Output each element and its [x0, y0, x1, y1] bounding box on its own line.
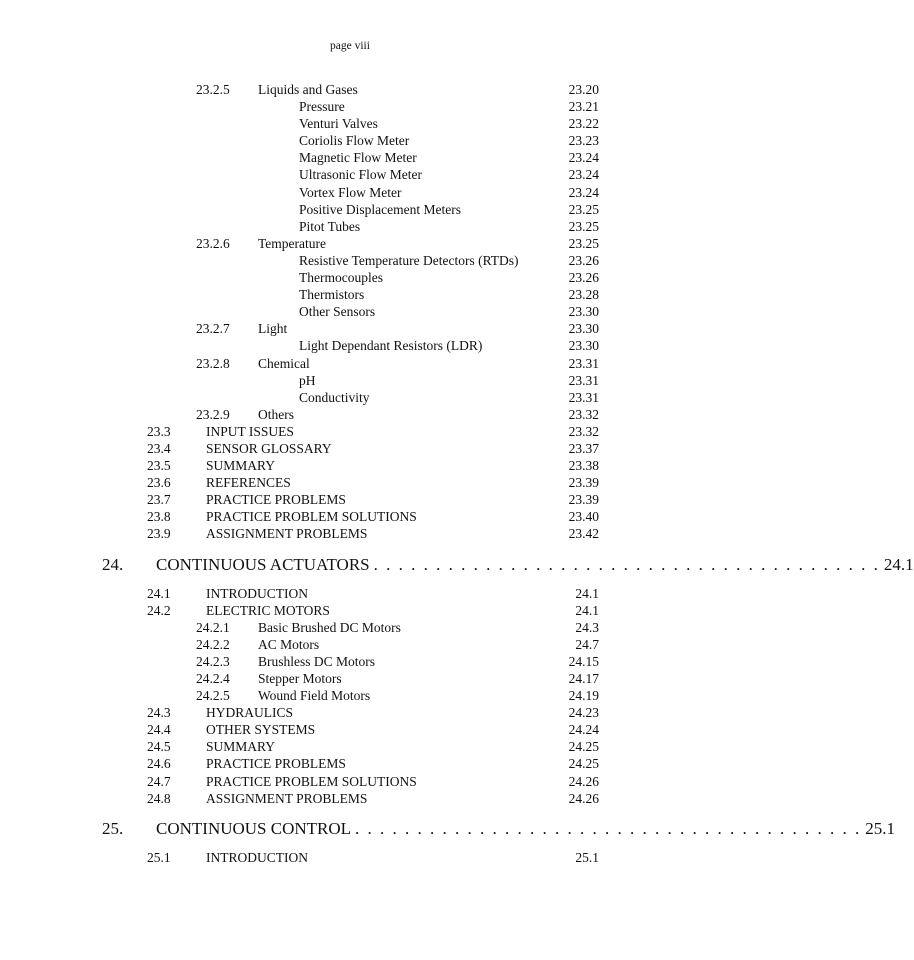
toc-page: 23.39: [568, 492, 599, 508]
toc-title: Light: [258, 321, 288, 337]
toc-page: 23.25: [568, 235, 599, 251]
toc-number: 24.2.3: [196, 653, 230, 669]
toc-page: 24.1: [575, 602, 599, 618]
toc-entry[interactable]: [0, 286, 700, 303]
toc-number: 24.2: [147, 602, 171, 618]
toc-page: 24.26: [568, 790, 599, 806]
toc-title: Temperature: [258, 235, 327, 251]
toc-page: 23.28: [568, 287, 599, 303]
toc-number: 23.2.6: [196, 235, 230, 251]
toc-title: Magnetic Flow Meter: [299, 150, 417, 166]
toc-entry[interactable]: [0, 755, 700, 772]
toc-number: 24.2.1: [196, 619, 230, 635]
chapter-heading[interactable]: [0, 807, 896, 845]
toc-entry[interactable]: [0, 704, 700, 721]
toc-title: PRACTICE PROBLEMS: [206, 756, 346, 772]
toc-entry[interactable]: [0, 406, 700, 423]
dot-leader: . . . . . . . . . . . . . . . . . . . . . . . . . . . . . . . . . . . . . . . . .: [355, 818, 862, 838]
toc-page: 23.38: [568, 458, 599, 474]
toc-entry[interactable]: [0, 619, 700, 636]
page-number-header: page viii: [330, 40, 370, 52]
toc-number: 23.2.9: [196, 406, 230, 422]
table-of-contents: [0, 81, 914, 866]
toc-entry[interactable]: [0, 166, 700, 183]
toc-entry[interactable]: [0, 320, 700, 337]
toc-title: Vortex Flow Meter: [299, 184, 402, 200]
toc-page: 23.24: [568, 184, 599, 200]
toc-number: 23.6: [147, 475, 171, 491]
toc-title: Thermocouples: [299, 270, 383, 286]
toc-title: Chemical: [258, 355, 310, 371]
toc-entry[interactable]: [0, 115, 700, 132]
toc-page: 23.31: [568, 355, 599, 371]
toc-page: 24.17: [568, 671, 599, 686]
toc-title: INPUT ISSUES: [206, 423, 294, 439]
toc-number: 23.3: [147, 423, 171, 439]
toc-page: 23.30: [568, 321, 599, 337]
toc-number: 23.4: [147, 440, 171, 456]
chapter-page: 24.1: [883, 554, 914, 574]
toc-entry[interactable]: [0, 440, 700, 457]
toc-page: 23.25: [568, 218, 599, 234]
toc-entry[interactable]: [0, 457, 700, 474]
toc-title: Pitot Tubes: [299, 218, 361, 234]
toc-entry[interactable]: [0, 201, 700, 218]
toc-title: Other Sensors: [299, 304, 376, 320]
toc-title: pH: [299, 372, 316, 388]
toc-number: 23.9: [147, 526, 171, 542]
toc-entry[interactable]: [0, 372, 700, 389]
toc-entry[interactable]: [0, 687, 700, 704]
toc-title: Ultrasonic Flow Meter: [299, 167, 422, 183]
toc-title: ASSIGNMENT PROBLEMS: [206, 526, 368, 542]
toc-title: OTHER SYSTEMS: [206, 722, 316, 738]
toc-title: SUMMARY: [206, 458, 276, 474]
toc-entry[interactable]: [0, 525, 700, 542]
toc-page: 23.40: [568, 509, 599, 525]
toc-entry[interactable]: [0, 721, 700, 738]
toc-entry[interactable]: [0, 423, 700, 440]
toc-number: 24.5: [147, 739, 171, 755]
toc-entry[interactable]: [0, 653, 700, 670]
chapter-heading[interactable]: [0, 543, 914, 581]
toc-entry[interactable]: [0, 585, 700, 602]
toc-entry[interactable]: [0, 218, 700, 235]
toc-page: 23.23: [568, 133, 599, 149]
toc-entry[interactable]: [0, 252, 700, 269]
toc-entry[interactable]: [0, 337, 700, 354]
toc-number: 24.7: [147, 773, 171, 789]
toc-page: 23.30: [568, 338, 599, 354]
dot-leader: . . . . . . . . . . . . . . . . . . . . . . . . . . . . . . . . . . . . . . . . .: [373, 554, 880, 574]
toc-title: SUMMARY: [206, 739, 276, 755]
toc-page: 24.19: [568, 688, 599, 704]
toc-page: 23.24: [568, 150, 599, 166]
chapter-number: 25.: [102, 818, 124, 838]
toc-number: 24.2.5: [196, 688, 230, 704]
toc-number: 24.8: [147, 790, 171, 806]
toc-entry[interactable]: [0, 670, 700, 687]
toc-title: INTRODUCTION: [206, 585, 308, 601]
toc-page: 23.31: [568, 372, 599, 388]
toc-number: 24.4: [147, 722, 171, 738]
toc-number: 24.1: [147, 585, 171, 601]
toc-entry[interactable]: [0, 474, 700, 491]
toc-entry[interactable]: [0, 132, 700, 149]
toc-entry[interactable]: [0, 81, 700, 98]
toc-title: PRACTICE PROBLEM SOLUTIONS: [206, 509, 417, 525]
toc-page: 24.25: [568, 739, 599, 755]
toc-page: 24.3: [575, 619, 599, 635]
toc-title: Stepper Motors: [258, 671, 342, 686]
toc-page: 23.21: [568, 99, 599, 115]
toc-title: AC Motors: [258, 636, 320, 652]
toc-page: 23.39: [568, 475, 599, 491]
toc-title: PRACTICE PROBLEMS: [206, 492, 346, 508]
toc-page: 24.7: [575, 636, 599, 652]
toc-page: 24.24: [568, 722, 599, 738]
toc-number: 23.2.5: [196, 82, 230, 97]
chapter-title: CONTINUOUS CONTROL: [156, 818, 352, 838]
toc-number: 23.2.7: [196, 321, 230, 337]
toc-entry[interactable]: [0, 773, 700, 790]
toc-title: Coriolis Flow Meter: [299, 133, 410, 149]
toc-entry[interactable]: [0, 184, 700, 201]
toc-number: 23.8: [147, 509, 171, 525]
toc-number: 23.2.8: [196, 355, 230, 371]
toc-title: Light Dependant Resistors (LDR): [299, 338, 483, 354]
toc-page: 23.32: [568, 423, 599, 439]
toc-page: 24.23: [568, 705, 599, 721]
toc-title: Resistive Temperature Detectors (RTDs): [299, 252, 519, 268]
toc-page: 24.25: [568, 756, 599, 772]
toc-entry[interactable]: [0, 269, 700, 286]
toc-title: Positive Displacement Meters: [299, 201, 461, 217]
toc-title: Thermistors: [299, 287, 365, 303]
toc-title: ASSIGNMENT PROBLEMS: [206, 790, 368, 806]
toc-title: SENSOR GLOSSARY: [206, 440, 332, 456]
toc-number: 25.1: [147, 849, 171, 865]
toc-entry[interactable]: [0, 98, 700, 115]
toc-title: ELECTRIC MOTORS: [206, 602, 330, 618]
toc-title: Liquids and Gases: [258, 82, 358, 97]
toc-entry[interactable]: [0, 849, 700, 866]
toc-page: 25.1: [575, 849, 599, 865]
toc-title: Basic Brushed DC Motors: [258, 619, 401, 635]
toc-title: HYDRAULICS: [206, 705, 294, 721]
toc-number: 24.3: [147, 705, 171, 721]
chapter-title: CONTINUOUS ACTUATORS: [156, 554, 370, 574]
chapter-number: 24.: [102, 554, 124, 574]
toc-page: 24.1: [575, 585, 599, 601]
toc-title: REFERENCES: [206, 475, 291, 491]
toc-entry[interactable]: [0, 790, 700, 807]
toc-entry[interactable]: [0, 491, 700, 508]
toc-entry[interactable]: [0, 389, 700, 406]
toc-title: PRACTICE PROBLEM SOLUTIONS: [206, 773, 417, 789]
toc-page: 23.24: [568, 167, 599, 183]
toc-page: 24.15: [568, 653, 599, 669]
toc-page: 23.26: [568, 270, 599, 286]
toc-entry[interactable]: [0, 355, 700, 372]
toc-title: Brushless DC Motors: [258, 653, 376, 669]
toc-page: 23.20: [568, 82, 599, 97]
toc-number: 24.2.4: [196, 671, 230, 686]
toc-page: 23.30: [568, 304, 599, 320]
toc-entry[interactable]: [0, 602, 700, 619]
toc-title: Venturi Valves: [299, 116, 378, 132]
toc-number: 24.2.2: [196, 636, 230, 652]
toc-title: Pressure: [299, 99, 345, 115]
toc-number: 23.5: [147, 458, 171, 474]
toc-entry[interactable]: [0, 235, 700, 252]
toc-page: 23.26: [568, 252, 599, 268]
toc-page: 23.32: [568, 406, 599, 422]
toc-entry[interactable]: [0, 738, 700, 755]
toc-title: INTRODUCTION: [206, 849, 308, 865]
toc-page: 24.26: [568, 773, 599, 789]
chapter-page: 25.1: [865, 818, 896, 838]
toc-entry[interactable]: [0, 149, 700, 166]
toc-page: 23.22: [568, 116, 599, 132]
toc-page: 23.31: [568, 389, 599, 405]
toc-number: 23.7: [147, 492, 171, 508]
toc-entry[interactable]: [0, 636, 700, 653]
toc-title: Wound Field Motors: [258, 688, 371, 704]
toc-title: Conductivity: [299, 389, 370, 405]
toc-page: 23.42: [568, 526, 599, 542]
toc-page: 23.37: [568, 440, 599, 456]
toc-entry[interactable]: [0, 508, 700, 525]
toc-number: 24.6: [147, 756, 171, 772]
toc-page: 23.25: [568, 201, 599, 217]
toc-entry[interactable]: [0, 303, 700, 320]
toc-title: Others: [258, 406, 294, 422]
